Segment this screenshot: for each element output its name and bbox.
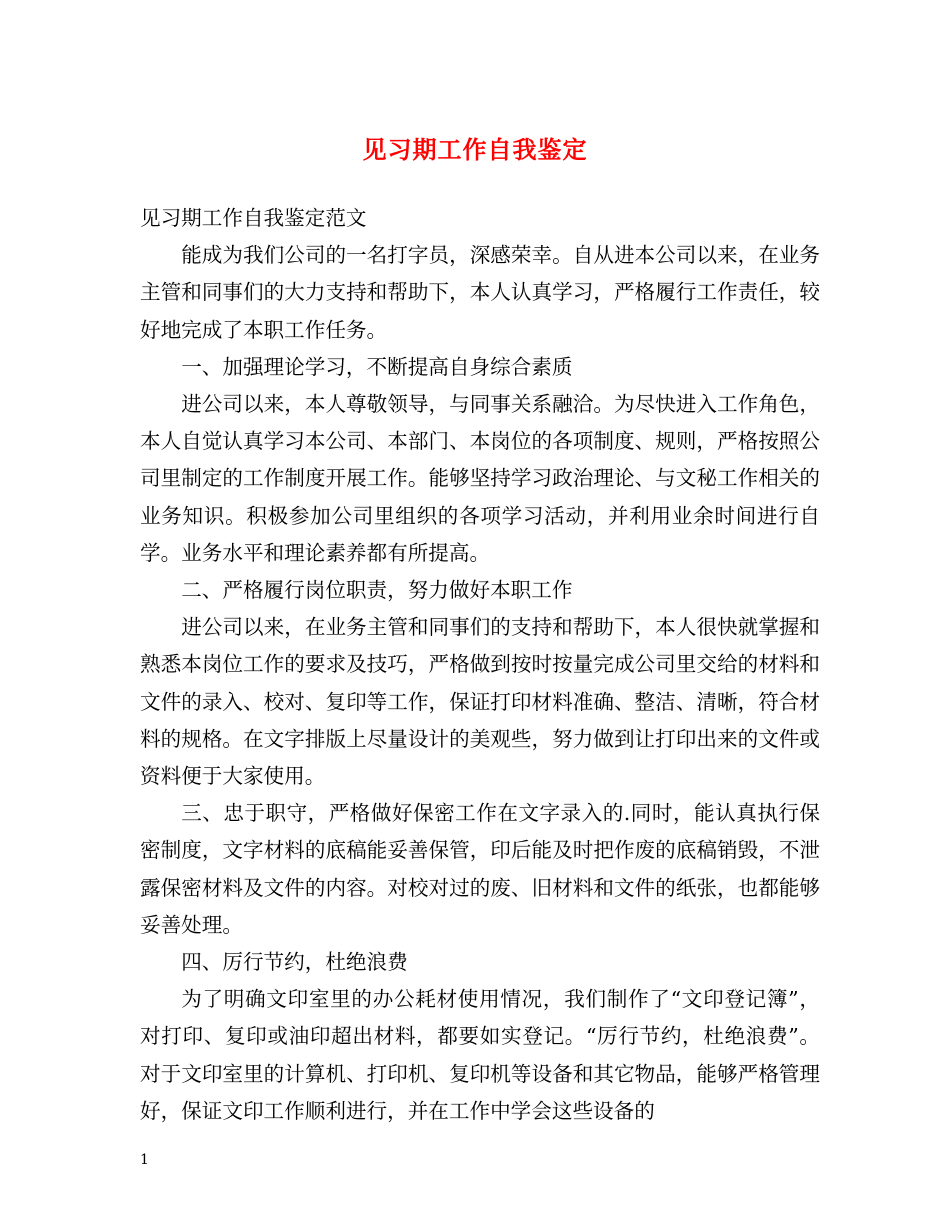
page-number: 1 xyxy=(140,1152,149,1168)
document-title: 见习期工作自我鉴定 xyxy=(362,135,588,164)
section-heading-1: 一、加强理论学习，不断提高自身综合素质 xyxy=(181,354,573,379)
paragraph-section-1: 进公司以来，本人尊敬领导，与同事关系融洽。为尽快进入工作角色，本人自觉认真学习本公司、本部门、本岗位的各项制度、规则，严格按照公司里制定的工作制度开展工作。能够坚持学习政治理论、与文秘工作相关的业务知识。积极参加公司里组织的各项学习活动，并利用业余时间进行自学。业务水平和理论素养都有所提高。 xyxy=(140,392,820,565)
paragraph-section-3: 三、忠于职守，严格做好保密工作在文字录入的.同时，能认真执行保密制度，文字材料的底稿能妥善保管，印后能及时把作废的底稿销毁，不泄露保密材料及文件的内容。对校对过的废、旧材料和文件的纸张，也都能够妥善处理。 xyxy=(140,801,820,937)
document-subtitle: 见习期工作自我鉴定范文 xyxy=(140,206,367,230)
section-heading-4: 四、厉行节约，杜绝浪费 xyxy=(181,950,408,975)
paragraph-intro: 能成为我们公司的一名打字员，深感荣幸。自从进本公司以来，在业务主管和同事们的大力支持和帮助下，本人认真学习，严格履行工作责任，较好地完成了本职工作任务。 xyxy=(140,243,820,342)
section-heading-2: 二、严格履行岗位职责，努力做好本职工作 xyxy=(181,578,573,603)
document-body xyxy=(140,200,820,1130)
paragraph-section-4: 为了明确文印室里的办公耗材使用情况，我们制作了“文印登记簿”，对打印、复印或油印超出材料，都要如实登记。“厉行节约，杜绝浪费”。对于文印室里的计算机、打印机、复印机等设备和其它物品，能够严格管理好，保证文印工作顺利进行，并在工作中学会这些设备的 xyxy=(140,987,820,1123)
paragraph-section-2: 进公司以来，在业务主管和同事们的支持和帮助下，本人很快就掌握和熟悉本岗位工作的要求及技巧，严格做到按时按量完成公司里交给的材料和文件的录入、校对、复印等工作，保证打印材料准确、整洁、清晰，符合材料的规格。在文字排版上尽量设计的美观些，努力做到让打印出来的文件或资料便于大家使用。 xyxy=(140,615,820,789)
